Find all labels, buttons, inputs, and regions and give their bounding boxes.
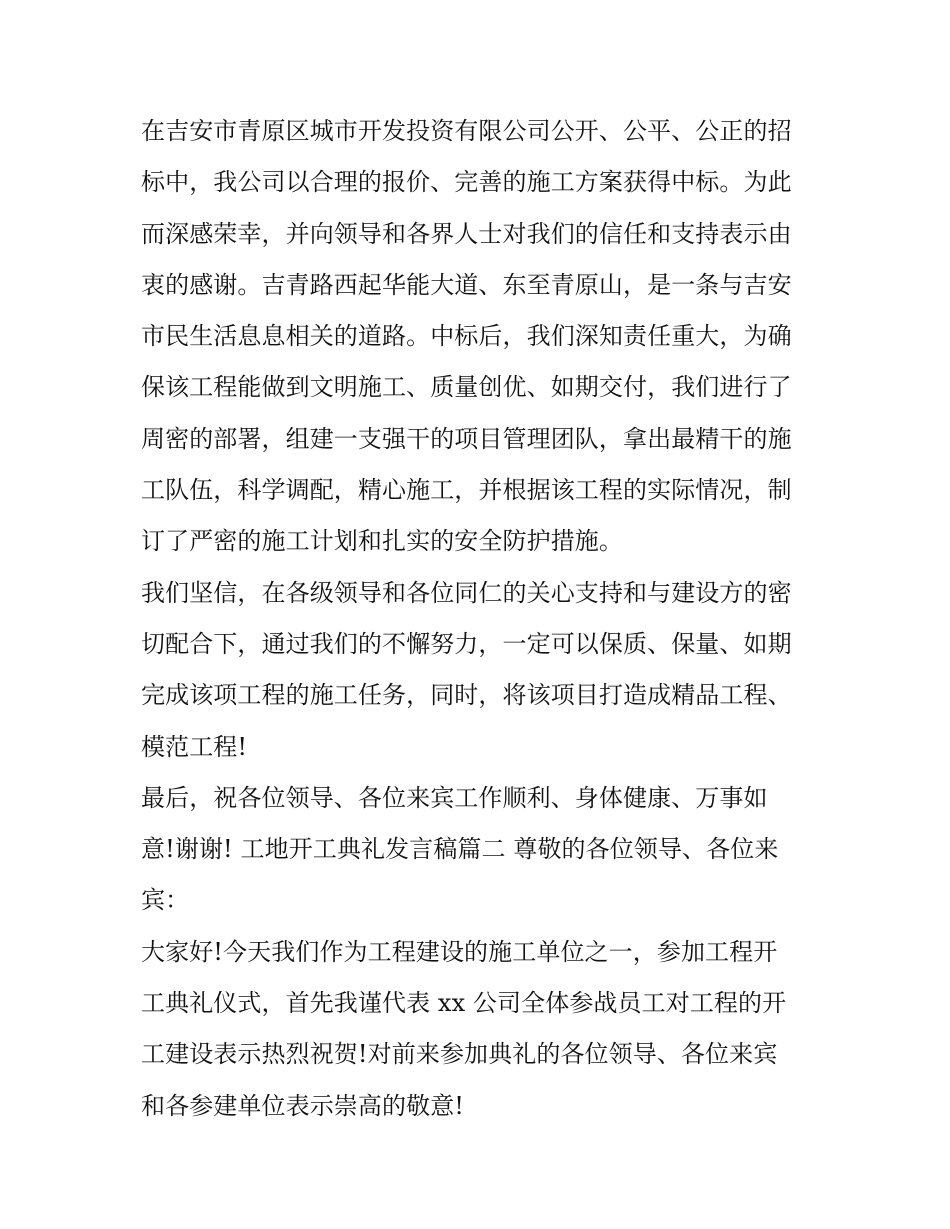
text-line: 订了严密的施工计划和扎实的安全防护措施。: [141, 527, 623, 556]
text-line: 宾：: [141, 886, 190, 915]
paragraph-commitment: [141, 568, 817, 773]
text-line: 周密的部署，组建一支强干的项目管理团队，拿出最精干的施: [141, 424, 792, 453]
text-line: 意!谢谢! 工地开工典礼发言稿篇二 尊敬的各位领导、各位来: [141, 835, 779, 864]
text-line: 完成该项工程的施工任务，同时，将该项目打造成精品工程、: [141, 681, 792, 710]
paragraph-closing-and-speech-two-heading: [141, 773, 817, 927]
text-line: 和各参建单位表示崇高的敬意!: [141, 1091, 465, 1120]
text-line: 大家好!今天我们作为工程建设的施工单位之一，参加工程开: [141, 937, 778, 966]
text-line: 在吉安市青原区城市开发投资有限公司公开、公平、公正的招: [141, 117, 792, 145]
text-line: 最后，祝各位领导、各位来宾工作顺利、身体健康、万事如: [141, 783, 768, 812]
text-line: 模范工程!: [141, 732, 248, 761]
text-line: 保该工程能做到文明施工、质量创优、如期交付，我们进行了: [141, 373, 792, 402]
text-line: 标中，我公司以合理的报价、完善的施工方案获得中标。为此: [141, 168, 792, 197]
document-body: [141, 106, 817, 1132]
text-line: 工队伍，科学调配，精心施工，并根据该工程的实际情况，制: [141, 476, 792, 505]
paragraph-tender-award: [141, 106, 817, 568]
text-line: 工典礼仪式，首先我谨代表 xx 公司全体参战员工对工程的开: [141, 989, 787, 1018]
text-line: 工建设表示热烈祝贺!对前来参加典礼的各位领导、各位来宾: [141, 1040, 778, 1069]
text-line: 而深感荣幸，并向领导和各界人士对我们的信任和支持表示由: [141, 219, 792, 248]
text-line: 切配合下，通过我们的不懈努力，一定可以保质、保量、如期: [141, 629, 792, 658]
text-line: 市民生活息息相关的道路。中标后，我们深知责任重大，为确: [141, 322, 792, 351]
text-line: 我们坚信，在各级领导和各位同仁的关心支持和与建设方的密: [141, 578, 792, 607]
paragraph-greeting: [141, 927, 817, 1132]
text-line: 衷的感谢。吉青路西起华能大道、东至青原山，是一条与吉安: [141, 270, 792, 299]
